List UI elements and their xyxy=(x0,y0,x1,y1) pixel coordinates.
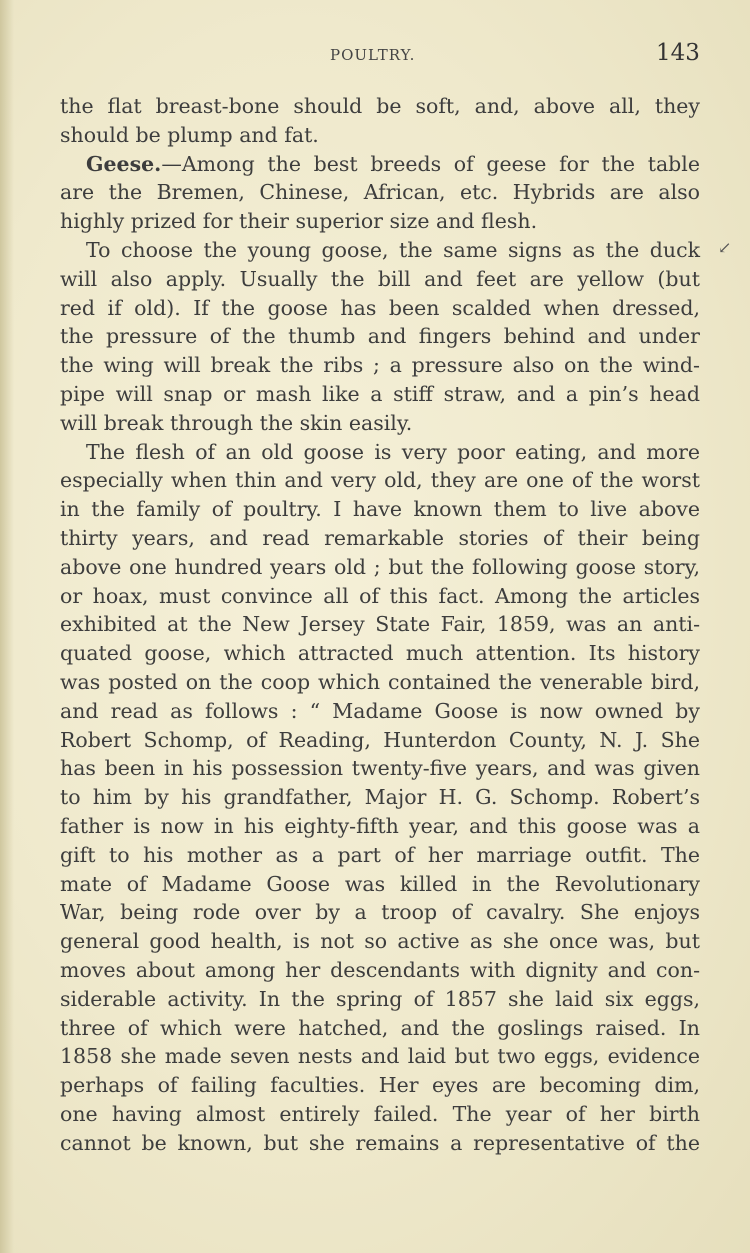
text-line-content: are the Bremen, Chinese, African, etc. Hybrids are also xyxy=(60,180,700,205)
text-line xyxy=(60,610,700,639)
text-line-content: the flat breast-bone should be soft, and, above all, they xyxy=(60,94,700,118)
text-line xyxy=(60,870,700,899)
text-line-content: thirty years, and read remarkable stories of their being xyxy=(60,525,700,550)
text-line xyxy=(60,92,700,121)
text-line-content: especially when thin and very old, they are one of the worst xyxy=(60,468,700,493)
text-line xyxy=(60,207,700,236)
text-line xyxy=(60,639,700,668)
text-line-content: Robert Schomp, of Reading, Hunterdon County, N. J. She xyxy=(60,727,700,752)
text-line xyxy=(60,1014,700,1043)
text-line xyxy=(60,351,700,380)
text-line-content: general good health, is not so active as she once was, but xyxy=(60,929,700,954)
text-line xyxy=(60,121,700,150)
text-line-content: should be plump and fat. xyxy=(60,122,319,147)
text-line xyxy=(60,985,700,1014)
text-line-content: or hoax, must convince all of this fact. Among the articles xyxy=(60,583,700,608)
text-line xyxy=(60,1042,700,1071)
text-line-content: was posted on the coop which contained the venerable bird, xyxy=(60,669,700,694)
text-line-content: quated goose, which attracted much attention. Its history xyxy=(60,641,700,666)
text-line-content: To choose the young goose, the same signs as the duck xyxy=(86,237,700,262)
text-line-content: to him by his grandfather, Major H. G. Schomp. Robert’s xyxy=(60,785,700,810)
text-line-content: in the family of poultry. I have known them to live above xyxy=(60,497,700,522)
text-line xyxy=(60,841,700,870)
margin-pencil-mark-icon: ↙ xyxy=(718,238,732,257)
text-line xyxy=(60,726,700,755)
page-edge-shadow xyxy=(0,0,14,1253)
text-line-content: has been in his possession twenty-five years, and was given xyxy=(60,756,700,781)
running-head-title: POULTRY. xyxy=(330,46,416,64)
text-line-content: gift to his mother as a part of her marriage outfit. The xyxy=(60,842,700,867)
text-line xyxy=(60,697,700,726)
text-line xyxy=(60,466,700,495)
text-line xyxy=(60,495,700,524)
text-line xyxy=(60,409,700,438)
text-line-content: perhaps of failing faculties. Her eyes are becoming dim, xyxy=(60,1073,700,1098)
body-text xyxy=(60,92,700,1157)
text-line xyxy=(60,956,700,985)
text-line xyxy=(60,1129,700,1158)
text-line xyxy=(60,668,700,697)
text-line-content: highly prized for their superior size and flesh. xyxy=(60,209,538,234)
text-line-content: —Among the best breeds of geese for the table xyxy=(161,151,700,176)
section-heading-run: Geese. xyxy=(86,151,162,176)
text-line-content: moves about among her descendants with dignity and con- xyxy=(60,957,700,982)
text-line-content: will also apply. Usually the bill and feet are yellow (but xyxy=(60,266,700,291)
page-number: 143 xyxy=(656,40,700,66)
text-line-content: 1858 she made seven nests and laid but two eggs, evidence xyxy=(60,1044,700,1069)
text-line-content: mate of Madame Goose was killed in the Revolutionary xyxy=(60,871,700,896)
text-line xyxy=(60,553,700,582)
text-line-content: exhibited at the New Jersey State Fair, 1859, was an anti- xyxy=(60,612,700,637)
text-line xyxy=(60,322,700,351)
text-line-content: siderable activity. In the spring of 1857 she laid six eggs, xyxy=(60,986,700,1011)
text-line-content: the wing will break the ribs ; a pressure also on the wind- xyxy=(60,353,700,378)
text-line xyxy=(60,178,700,207)
text-line-content: above one hundred years old ; but the following goose story, xyxy=(60,554,700,579)
text-line xyxy=(60,898,700,927)
text-line xyxy=(60,150,700,179)
text-line-content: The flesh of an old goose is very poor eating, and more xyxy=(86,439,700,464)
text-line-content: father is now in his eighty-fifth year, and this goose was a xyxy=(60,813,700,838)
text-line-content: pipe will snap or mash like a stiff straw, and a pin’s head xyxy=(60,381,700,406)
text-line xyxy=(60,812,700,841)
text-line xyxy=(60,582,700,611)
text-line xyxy=(60,236,700,265)
text-line xyxy=(60,438,700,467)
text-line-content: the pressure of the thumb and fingers behind and under xyxy=(60,324,700,349)
text-line xyxy=(60,380,700,409)
text-line xyxy=(60,1100,700,1129)
text-line xyxy=(60,265,700,294)
text-line xyxy=(60,927,700,956)
text-line-content: will break through the skin easily. xyxy=(60,410,413,435)
text-line xyxy=(60,524,700,553)
running-head xyxy=(0,0,750,90)
text-line xyxy=(60,294,700,323)
text-line xyxy=(60,783,700,812)
text-line xyxy=(60,754,700,783)
text-line-content: three of which were hatched, and the goslings raised. In xyxy=(60,1015,700,1040)
text-line-content: cannot be known, but she remains a representative of the xyxy=(60,1130,700,1155)
text-line-content: War, being rode over by a troop of cavalry. She enjoys xyxy=(60,900,700,925)
text-line-content: and read as follows : “ Madame Goose is now owned by xyxy=(60,698,700,723)
text-line-content: red if old). If the goose has been scalded when dressed, xyxy=(60,295,700,320)
text-line xyxy=(60,1071,700,1100)
text-line-content: one having almost entirely failed. The year of her birth xyxy=(60,1101,700,1126)
